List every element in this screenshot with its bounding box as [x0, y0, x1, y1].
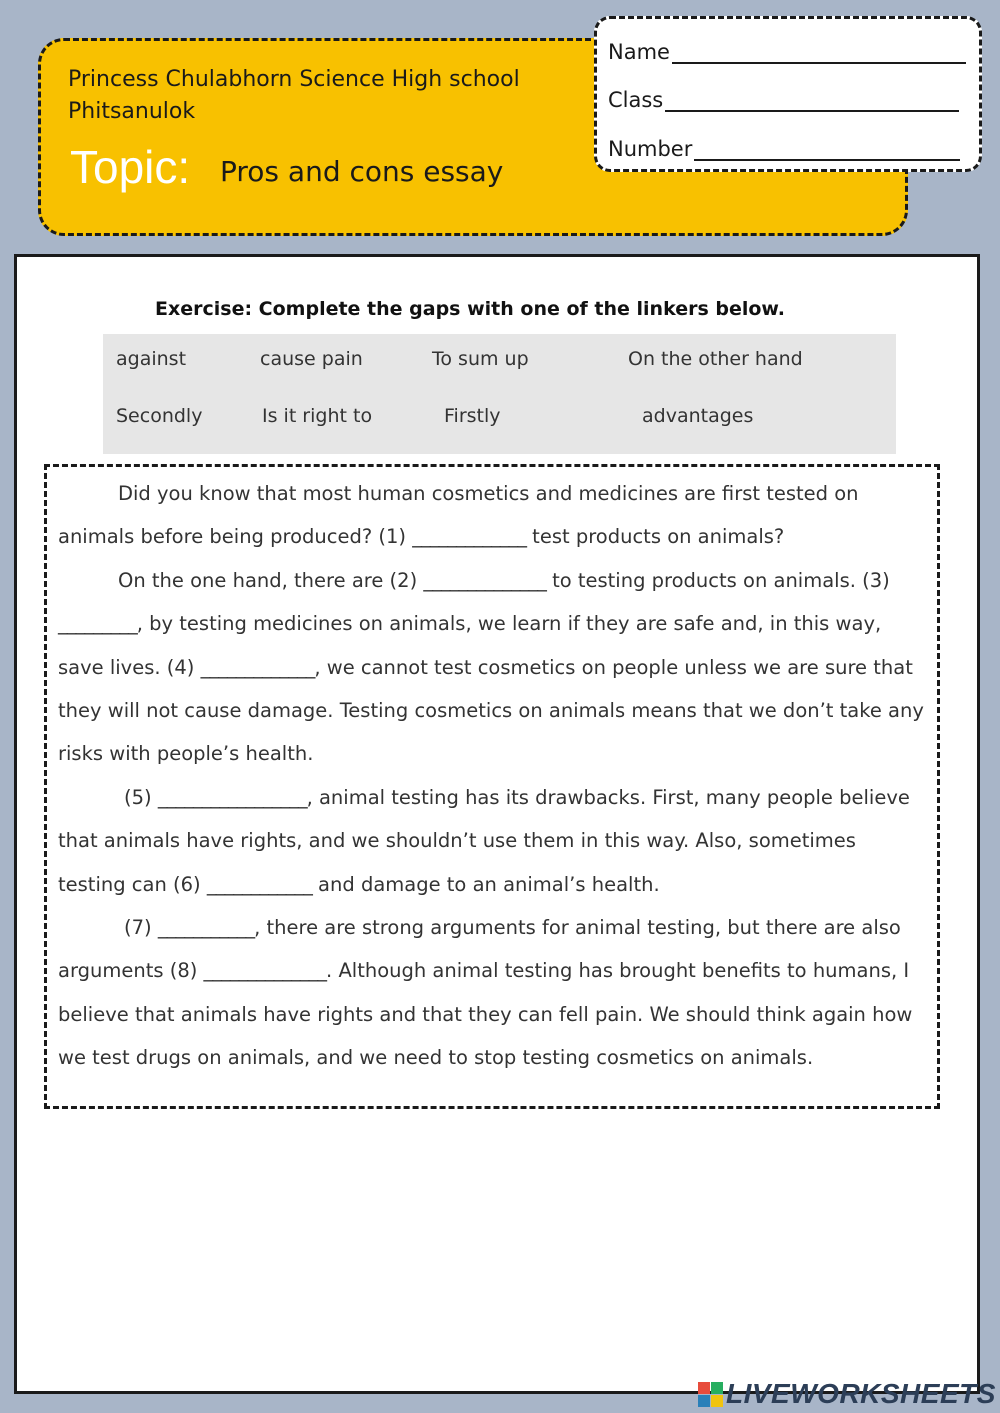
exercise-instruction: Exercise: Complete the gaps with one of the linkers below.: [155, 298, 785, 320]
linker-item: cause pain: [260, 348, 363, 370]
gap-8[interactable]: ______________: [203, 959, 327, 983]
school-line-1: Princess Chulabhorn Science High school: [68, 67, 520, 92]
liveworksheets-logo[interactable]: LIVEWORKSHEETS: [726, 1378, 996, 1409]
class-label: Class: [608, 88, 664, 112]
linker-item: against: [116, 348, 187, 370]
linker-item: To sum up: [432, 348, 529, 370]
essay-paragraph-2: On the one hand, there are (2) ______________ to testing products on animals. (3) _________, by testing medicines on animals, we learn if they are safe and, in this way, save lives. (4) _____________, we cannot test cosmetics on people unless we are sure that they will not cause damage. Testing cosmetics on animals means that we don’t take any risks with people’s health.: [58, 568, 924, 766]
gap-2[interactable]: ______________: [423, 568, 546, 592]
number-label: Number: [608, 137, 693, 161]
gap-3[interactable]: _________: [58, 612, 137, 636]
school-name: [68, 64, 520, 128]
gap-4[interactable]: _____________: [200, 655, 315, 679]
linker-item: advantages: [642, 405, 754, 427]
school-line-2: Phitsanulok: [68, 99, 196, 124]
linker-item: Is it right to: [262, 405, 373, 427]
essay-paragraph-1: Did you know that most human cosmetics and medicines are first tested on animals before being produced? (1) _____________ test products on animals?: [58, 482, 859, 549]
linker-item: On the other hand: [628, 348, 803, 370]
number-field[interactable]: [608, 137, 960, 161]
name-label: Name: [608, 40, 670, 64]
topic-value: Pros and cons essay: [220, 155, 504, 188]
class-line[interactable]: [665, 90, 959, 112]
linker-item: Firstly: [444, 405, 501, 427]
number-line[interactable]: [694, 139, 960, 161]
linker-item: Secondly: [116, 405, 203, 427]
class-field[interactable]: [608, 88, 959, 112]
gap-6[interactable]: ____________: [206, 872, 312, 896]
name-field[interactable]: [608, 40, 966, 64]
gap-1[interactable]: _____________: [412, 525, 526, 549]
name-line[interactable]: [672, 42, 966, 64]
liveworksheets-logo-icon: [698, 1382, 724, 1408]
topic-label: Topic:: [70, 141, 191, 193]
essay-paragraph-4: (7) ___________, there are strong arguments for animal testing, but there are also arguments (8) ______________. Although animal testing has brought benefits to humans, I believe that animals have rights and that they can fell pain. We should think again how we test drugs on animals, and we need to stop testing cosmetics on animals.: [58, 916, 913, 1070]
gap-5[interactable]: _________________: [157, 785, 307, 809]
essay-text: [58, 472, 928, 1080]
essay-paragraph-3: (5) _________________, animal testing has its drawbacks. First, many people believe that animals have rights, and we shouldn’t use them in this way. Also, sometimes testing can (6) ____________ and damage to an animal’s health.: [58, 785, 910, 896]
gap-7[interactable]: ___________: [157, 916, 255, 940]
